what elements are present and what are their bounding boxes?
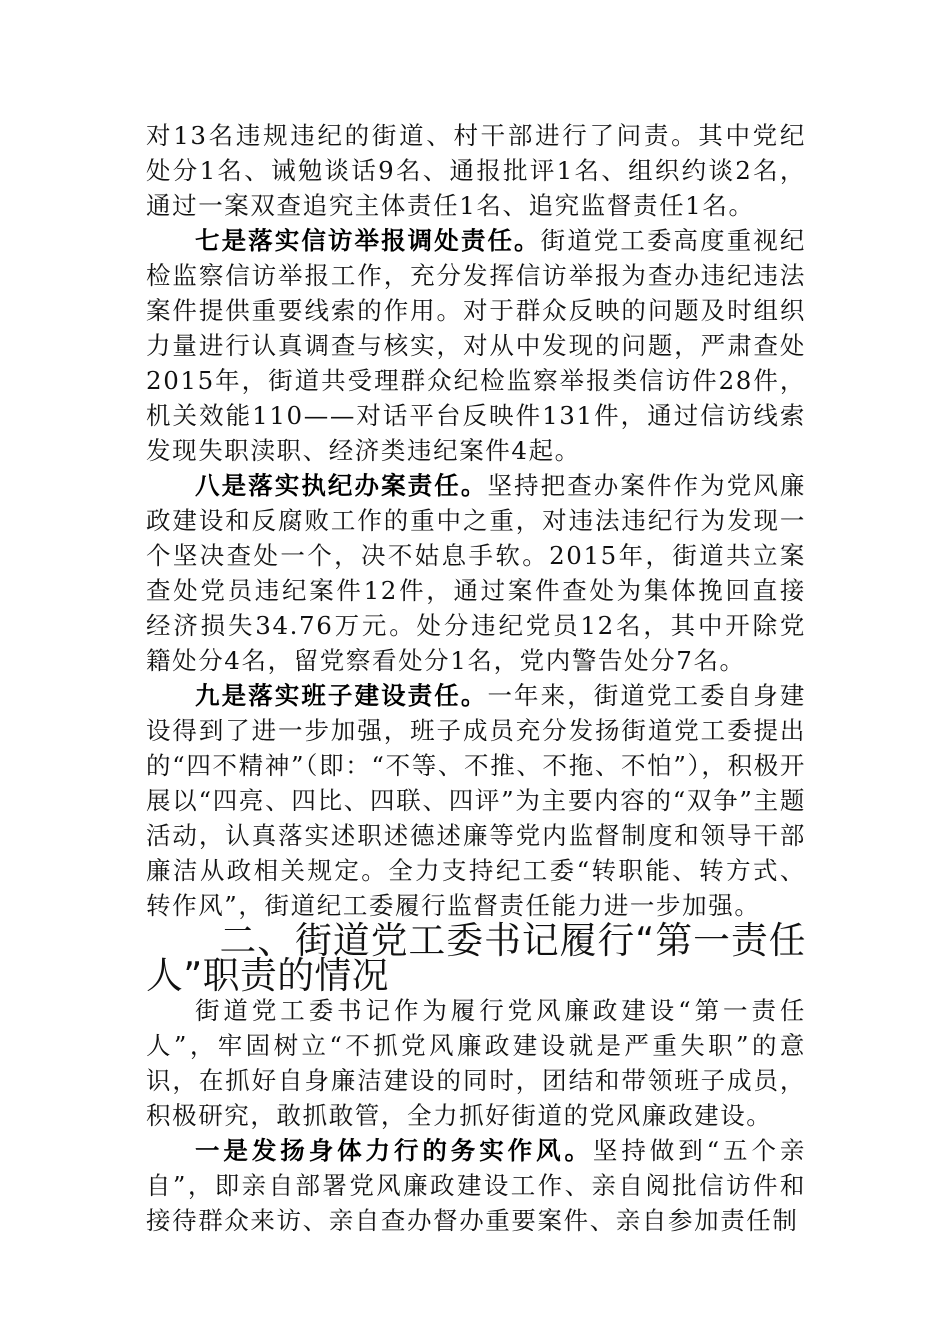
- paragraph-item-eight: [146, 468, 806, 678]
- paragraph-item-one: [146, 1133, 806, 1238]
- paragraph-lead: 八是落实执纪办案责任。: [195, 471, 488, 500]
- paragraph-accountability: [146, 118, 806, 223]
- paragraph-item-seven: [146, 223, 806, 468]
- paragraph-lead: 九是落实班子建设责任。: [195, 681, 488, 710]
- paragraph-section-intro: [146, 993, 806, 1133]
- document-page: [146, 118, 806, 1238]
- paragraph-text: 对13名违规违纪的街道、村干部进行了问责。其中党纪处分1名、诫勉谈话9名、通报批评1名、组织约谈2名，通过一案双查追究主体责任1名、追究监督责任1名。: [146, 121, 806, 220]
- paragraph-lead: 七是落实信访举报调处责任。: [195, 226, 541, 255]
- paragraph-text: 街道党工委书记作为履行党风廉政建设“第一责任人”，牢固树立“不抓党风廉政建设就是严重失职”的意识，在抓好自身廉洁建设的同时，团结和带领班子成员，积极研究，敢抓敢管，全力抓好街道的党风廉政建设。: [146, 996, 806, 1130]
- paragraph-lead: 一是发扬身体力行的务实作风。: [195, 1136, 593, 1165]
- paragraph-text: 坚持把查办案件作为党风廉政建设和反腐败工作的重中之重，对违法违纪行为发现一个坚决查处一个，决不姑息手软。2015年，街道共立案查处党员违纪案件12件，通过案件查处为集体挽回直接经济损失34.76万元。处分违纪党员12名，其中开除党籍处分4名，留党察看处分1名，党内警告处分7名。: [146, 471, 806, 675]
- paragraph-text: 街道党工委高度重视纪检监察信访举报工作，充分发挥信访举报为查办违纪违法案件提供重要线索的作用。对于群众反映的问题及时组织力量进行认真调查与核实，对从中发现的问题，严肃查处2015年，街道共受理群众纪检监察举报类信访件28件，机关效能110——对话平台反映件131件，通过信访线索发现失职渎职、经济类违纪案件4起。: [146, 226, 806, 465]
- section-heading: 二、街道党工委书记履行“第一责任人”职责的情况: [146, 919, 806, 997]
- paragraph-text: 一年来，街道党工委自身建设得到了进一步加强，班子成员充分发扬街道党工委提出的“四不精神”（即：“不等、不推、不拖、不怕”），积极开展以“四亮、四比、四联、四评”为主要内容的“双争”主题活动，认真落实述职述德述廉等党内监督制度和领导干部廉洁从政相关规定。全力支持纪工委“转职能、转方式、转作风”，街道纪工委履行监督责任能力进一步加强。: [146, 681, 806, 920]
- paragraph-item-nine: [146, 678, 806, 923]
- paragraph-text: 坚持做到“五个亲自”，即亲自部署党风廉政建设工作、亲自阅批信访件和接待群众来访、亲自查办督办重要案件、亲自参加责任制: [146, 1136, 807, 1235]
